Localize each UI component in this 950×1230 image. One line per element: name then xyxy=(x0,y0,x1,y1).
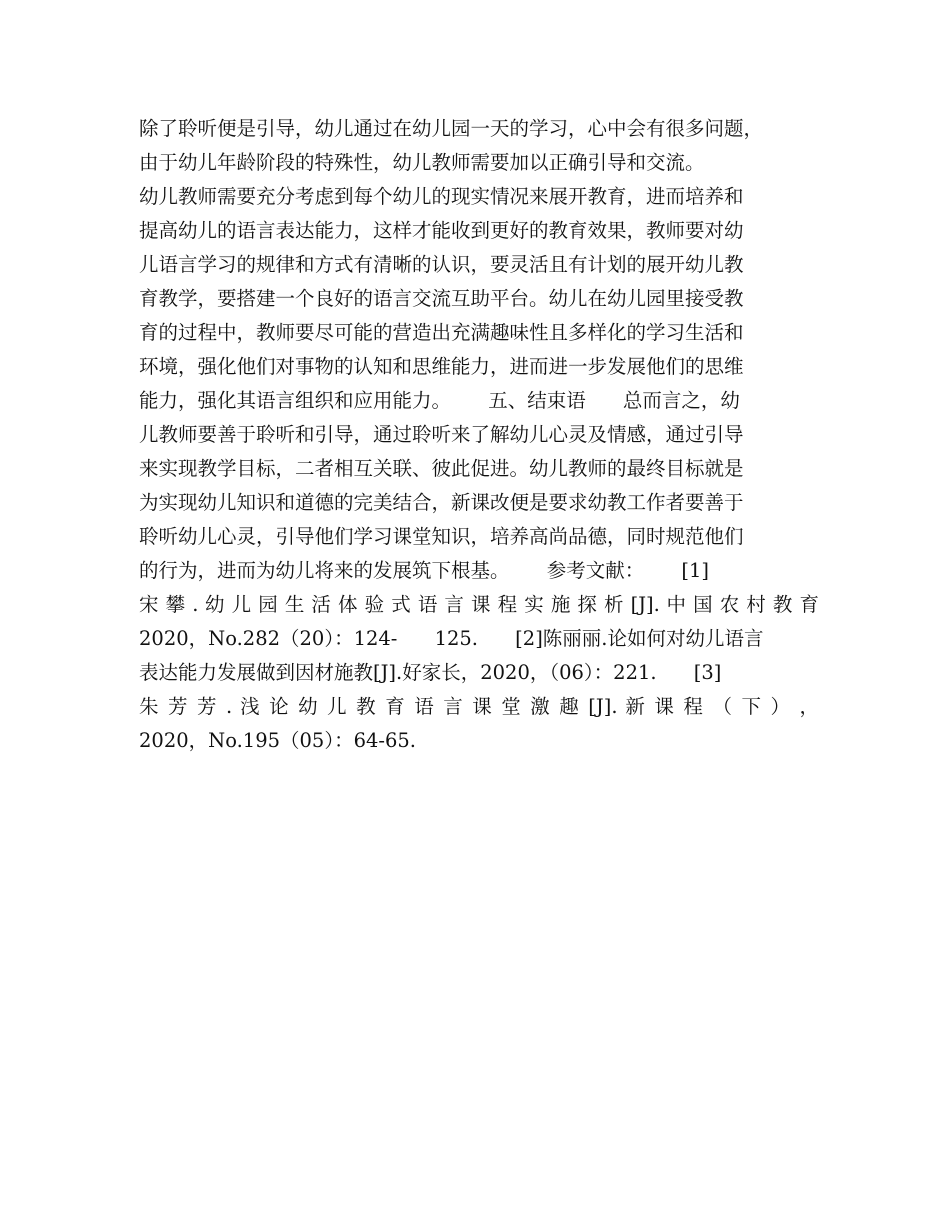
text-line: 由于幼儿年龄阶段的特殊性，幼儿教师需要加以正确引导和交流。 xyxy=(139,151,705,174)
text-line: 育教学，要搭建一个良好的语言交流互助平台。幼儿在幼儿园里接受教 xyxy=(139,287,744,310)
text-line: 环境，强化他们对事物的认知和思维能力，进而进一步发展他们的思维 xyxy=(139,355,744,378)
text-line: 能力，强化其语言组织和应用能力。 五、结束语 总而言之，幼 xyxy=(139,389,740,412)
text-line: 育的过程中，教师要尽可能的营造出充满趣味性且多样化的学习生活和 xyxy=(139,321,744,344)
text-line: 除了聆听便是引导，幼儿通过在幼儿园一天的学习，心中会有很多问题， xyxy=(139,117,764,140)
text-line: 的行为，进而为幼儿将来的发展筑下根基。 参考文献： [1] xyxy=(139,559,710,582)
text-line: 宋 攀 . 幼 儿 园 生 活 体 验 式 语 言 课 程 实 施 探 析 [J]. 中 国 农 村 教 育 xyxy=(139,593,819,616)
text-line: 提高幼儿的语言表达能力，这样才能收到更好的教育效果，教师要对幼 xyxy=(139,219,744,242)
body-text xyxy=(139,112,819,758)
text-line: 2020，No.195（05）：64-65. xyxy=(139,729,416,752)
text-line: 朱 芳 芳 . 浅 论 幼 儿 教 育 语 言 课 堂 激 趣 [J]. 新 课 程 （ 下 ） ， xyxy=(139,695,819,718)
text-line: 儿语言学习的规律和方式有清晰的认识，要灵活且有计划的展开幼儿教 xyxy=(139,253,744,276)
text-line: 表达能力发展做到因材施教[J].好家长，2020，（06）：221. [3] xyxy=(139,661,722,684)
text-line: 为实现幼儿知识和道德的完美结合，新课改便是要求幼教工作者要善于 xyxy=(139,491,744,514)
text-line: 来实现教学目标，二者相互关联、彼此促进。幼儿教师的最终目标就是 xyxy=(139,457,744,480)
text-line: 聆听幼儿心灵，引导他们学习课堂知识，培养高尚品德，同时规范他们 xyxy=(139,525,744,548)
text-line: 儿教师要善于聆听和引导，通过聆听来了解幼儿心灵及情感，通过引导 xyxy=(139,423,744,446)
text-line: 2020，No.282（20）：124- 125. [2]陈丽丽.论如何对幼儿语言 xyxy=(139,627,764,650)
text-line: 幼儿教师需要充分考虑到每个幼儿的现实情况来展开教育，进而培养和 xyxy=(139,185,744,208)
